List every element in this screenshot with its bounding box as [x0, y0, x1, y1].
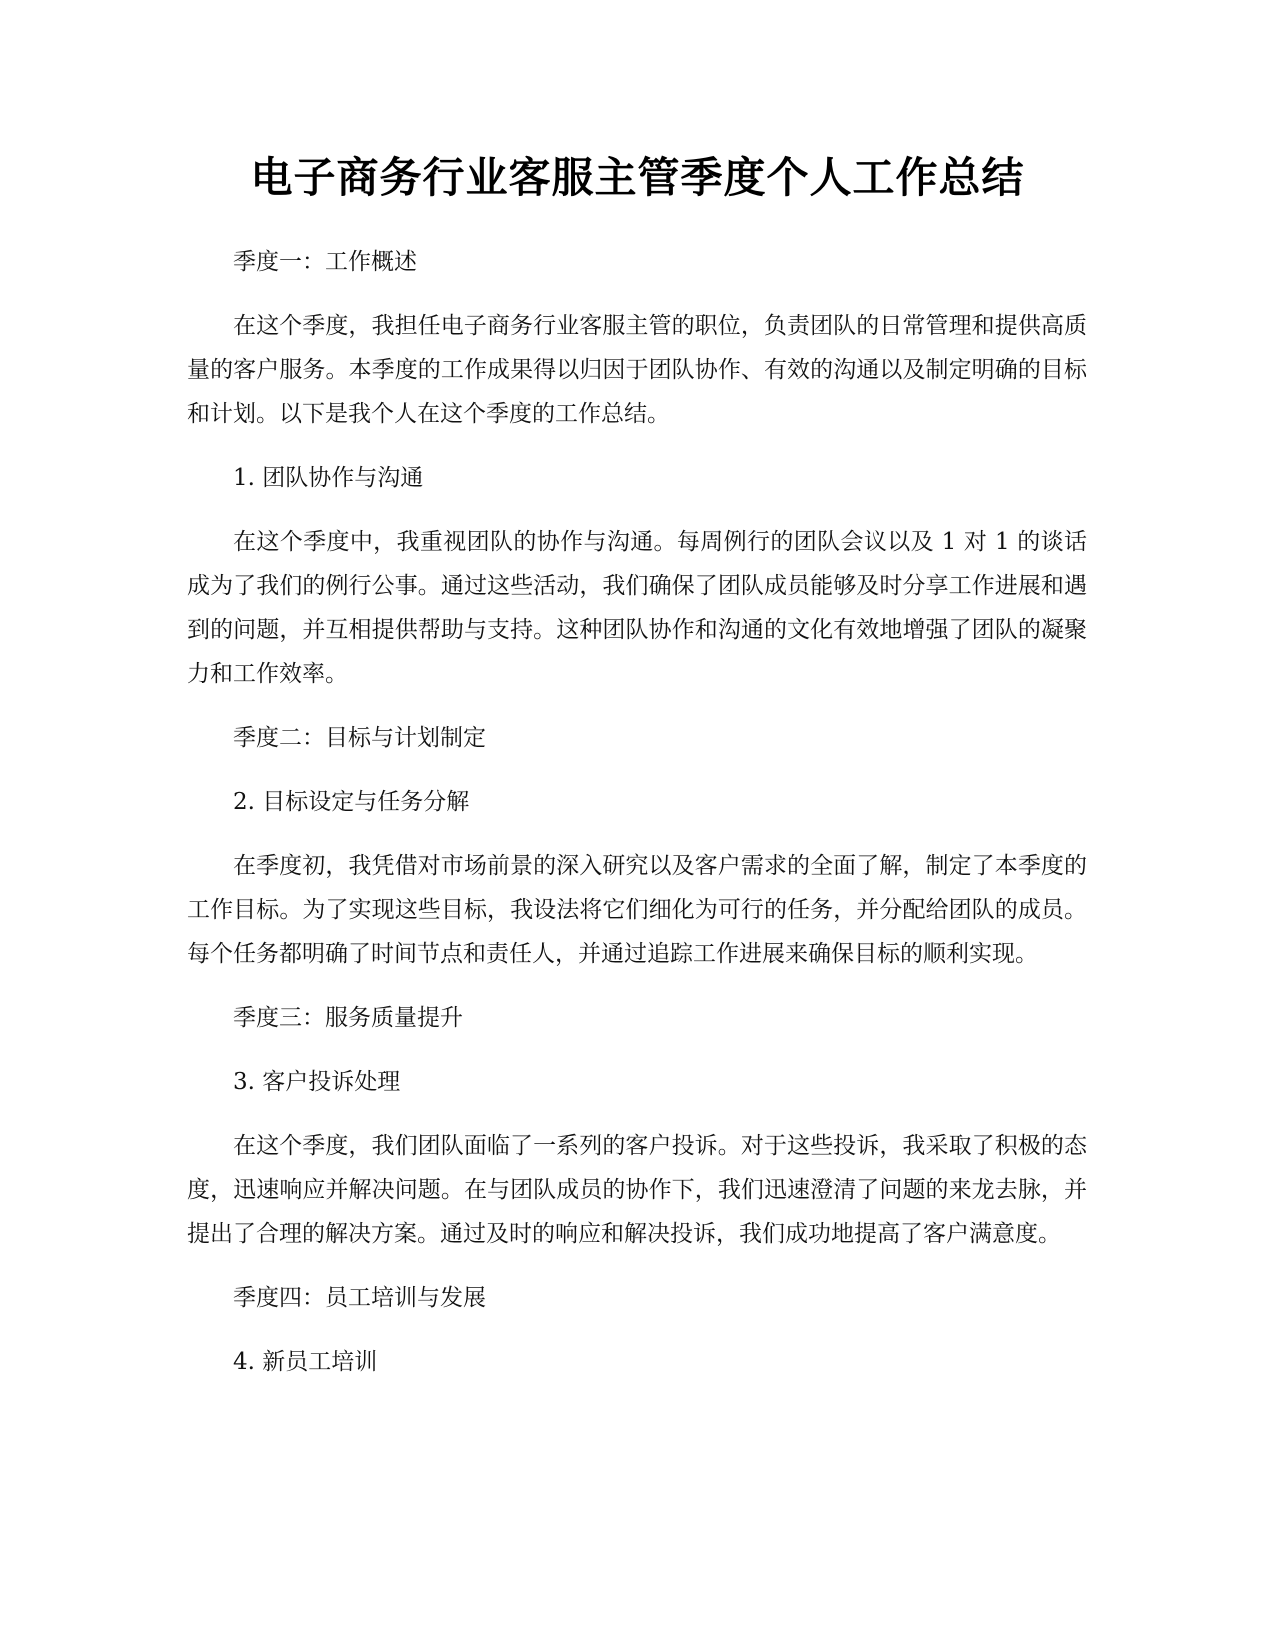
paragraph-teamwork: 在这个季度中，我重视团队的协作与沟通。每周例行的团队会议以及 1 对 1 的谈话成为了我们的例行公事。通过这些活动，我们确保了团队成员能够及时分享工作进展和遇到的问题，并互相提供帮助与支持。这种团队协作和沟通的文化有效地增强了团队的凝聚力和工作效率。 [187, 529, 1087, 687]
section-heading-q2: 季度二：目标与计划制定 [233, 725, 486, 751]
subsection-heading-2: 2. 目标设定与任务分解 [233, 789, 470, 815]
subsection-heading-3: 3. 客户投诉处理 [233, 1069, 401, 1095]
section-heading-q4: 季度四：员工培训与发展 [233, 1285, 486, 1311]
paragraph-goals: 在季度初，我凭借对市场前景的深入研究以及客户需求的全面了解，制定了本季度的工作目标。为了实现这些目标，我设法将它们细化为可行的任务，并分配给团队的成员。每个任务都明确了时间节点和责任人，并通过追踪工作进展来确保目标的顺利实现。 [187, 853, 1087, 967]
subsection-heading-4: 4. 新员工培训 [233, 1349, 378, 1375]
document-body [187, 240, 1087, 1404]
section-heading-q1: 季度一：工作概述 [233, 249, 417, 275]
section-heading-q3: 季度三：服务质量提升 [233, 1005, 463, 1031]
paragraph-overview: 在这个季度，我担任电子商务行业客服主管的职位，负责团队的日常管理和提供高质量的客户服务。本季度的工作成果得以归因于团队协作、有效的沟通以及制定明确的目标和计划。以下是我个人在这个季度的工作总结。 [187, 313, 1087, 427]
subsection-heading-1: 1. 团队协作与沟通 [233, 465, 424, 491]
paragraph-complaints: 在这个季度，我们团队面临了一系列的客户投诉。对于这些投诉，我采取了积极的态度，迅速响应并解决问题。在与团队成员的协作下，我们迅速澄清了问题的来龙去脉，并提出了合理的解决方案。通过及时的响应和解决投诉，我们成功地提高了客户满意度。 [187, 1133, 1087, 1247]
document-title: 电子商务行业客服主管季度个人工作总结 [250, 153, 1025, 202]
